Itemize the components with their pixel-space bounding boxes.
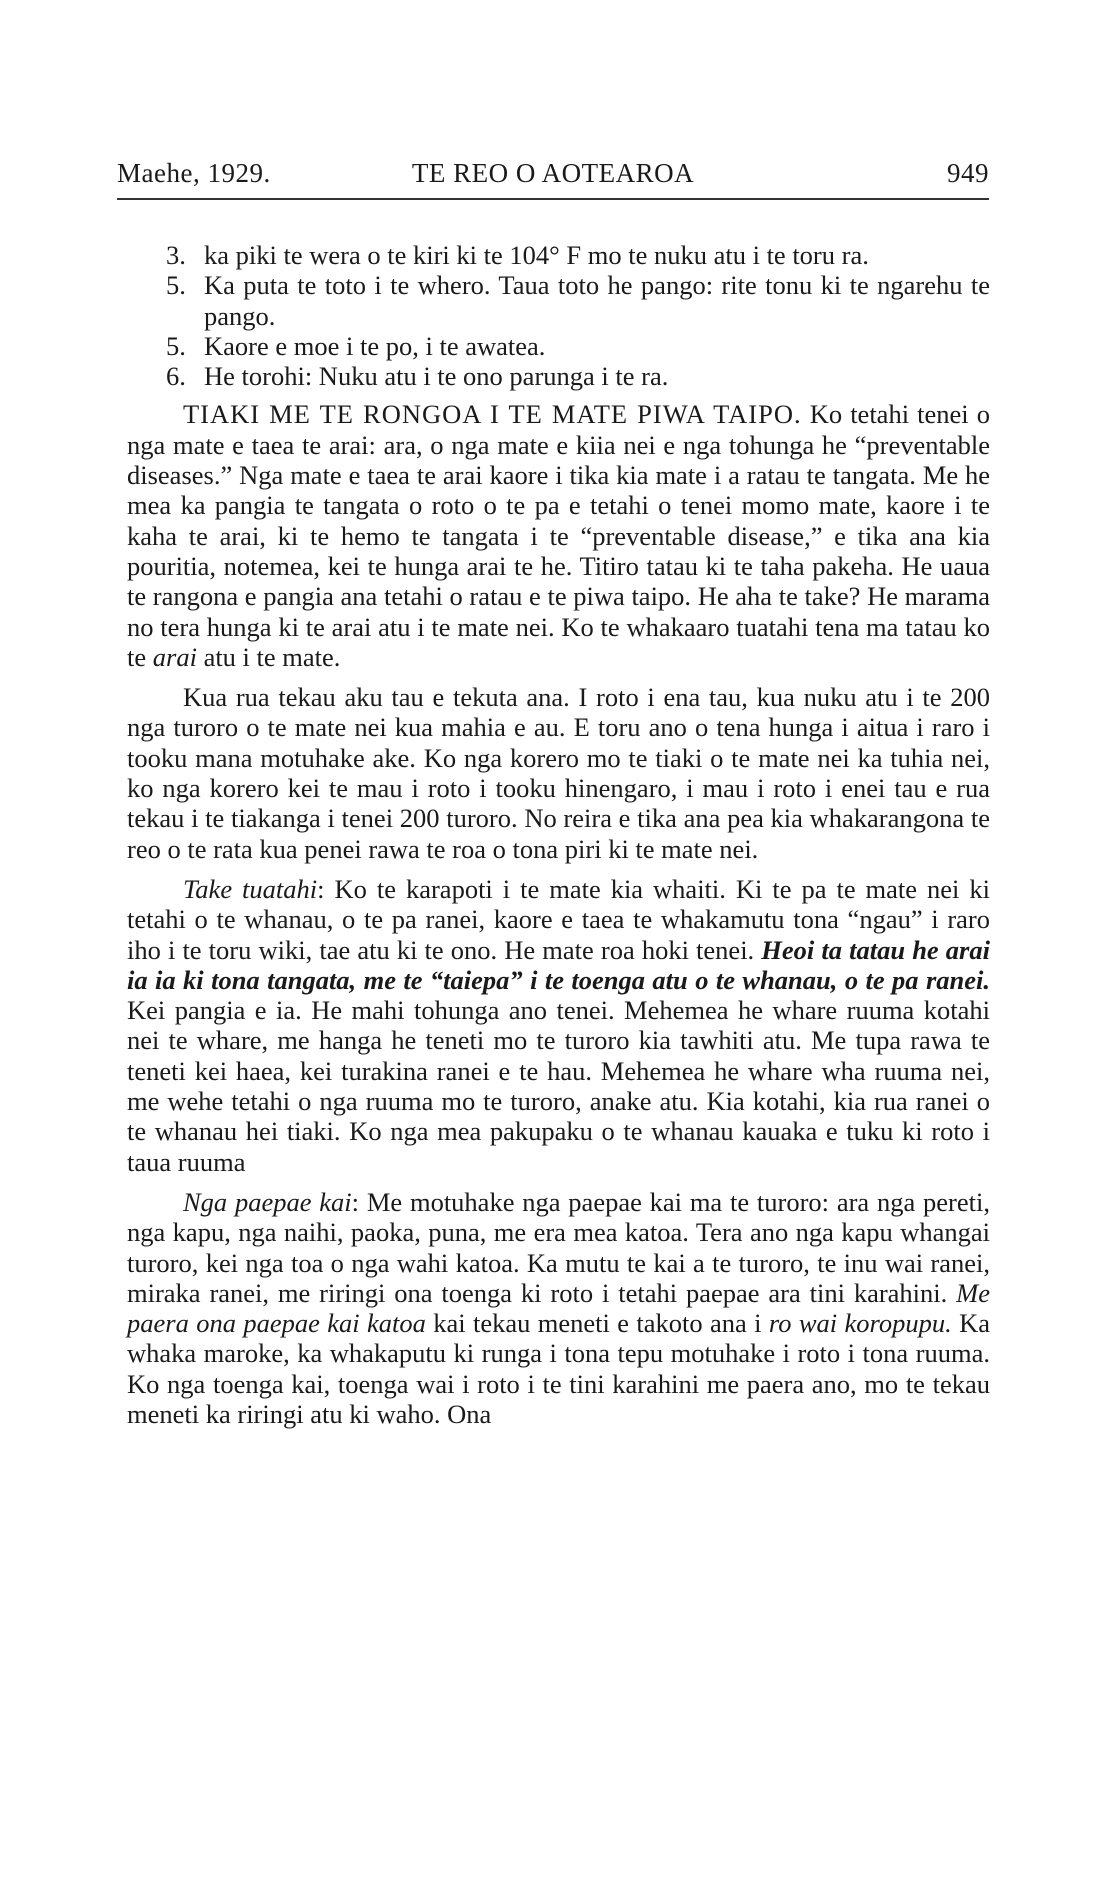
- paragraph-text: : Ko te karapoti i te mate kia whaiti. Ki te pa te mate nei ki tetahi o te whanau, o te pa ranei, kaore e taea te whakamutu tona “ngau” i raro iho i te toru wiki, tae atu ki te ono. He mate roa hoki tenei.: [127, 873, 991, 965]
- paragraph-text-continued: kai tekau meneti e takoto ana i: [425, 1308, 769, 1339]
- paragraph-first-reason: [127, 874, 990, 1177]
- header-rule: [117, 198, 989, 200]
- emphasis-text: arai: [152, 641, 197, 672]
- paragraph-experience: [127, 682, 990, 864]
- paragraph-prevention: [127, 399, 990, 672]
- list-item-text: He torohi: Nuku atu i te ono parunga i te ra.: [204, 361, 669, 392]
- header-date: Maehe, 1929.: [117, 158, 271, 188]
- header-title: TE REO O AOTEAROA: [411, 158, 695, 188]
- symptom-list: [127, 240, 990, 391]
- paragraph-text-end: Ka whaka maroke, ka whakaputu ki runga i tona tepu motuhake i roto i tona ruuma. Ko nga toenga kai, toenga wai i roto i te tini karahini me paera ano, mo te tekau meneti ka riringi atu ki waho. Ona: [127, 1308, 990, 1429]
- list-item: [127, 270, 990, 331]
- list-item-number: 5.: [166, 330, 186, 361]
- list-item-text: Kaore e moe i te po, i te awatea.: [204, 330, 546, 361]
- paragraph-lead: Nga paepae kai: [183, 1186, 352, 1217]
- emphasis-text: ro wai koropupu.: [768, 1308, 952, 1339]
- list-item-number: 3.: [166, 240, 186, 270]
- paragraph-text-end: atu i te mate.: [196, 641, 341, 672]
- list-item-text: Ka puta te toto i te whero. Taua toto he pango: rite tonu ki te ngarehu te pango.: [204, 270, 990, 331]
- paragraph-text: Ko tetahi tenei o nga mate e taea te arai: ara, o nga mate e kiia nei e nga tohunga he “preventable diseases.” Nga mate e taea te arai kaore i tika kia mate i a ratau te tangata. Me he mea ka pangia te tangata o roto o te pa e tetahi o tenei momo mate, kaore i te kaha te arai, ki te hemo te tangata i te “preventable disease,” e tika ana kia pouritia, notemea, kei te hunga arai te he. Titiro tatau ki te taha pakeha. He uaua te rangona e pangia ana tetahi o ratau e te piwa taipo. He aha te take? He marama no tera hunga ki te arai atu i te mate nei. Ko te whakaaro tuatahi tena ma tatau ko te: [127, 399, 990, 672]
- list-item-text: ka piki te wera o te kiri ki te 104° F mo te nuku atu i te toru ra.: [204, 240, 869, 270]
- section-heading: TIAKI ME TE RONGOA I TE MATE PIWA TAIPO.: [183, 399, 802, 430]
- emphasis-text: Me paera ona paepae kai katoa: [127, 1277, 990, 1339]
- list-item: [127, 240, 990, 270]
- bold-italic-emphasis: Heoi ta tatau he arai ia ia ki tona tangata, me te “taiepa” i te toenga atu o te whanau, o te pa ranei.: [127, 934, 990, 995]
- body-text: [127, 240, 990, 1439]
- paragraph-lead: Take tuatahi: [183, 873, 318, 904]
- page-number: 949: [947, 158, 989, 188]
- running-header: [117, 158, 989, 194]
- list-item: [127, 361, 990, 391]
- paragraph-text: : Me motuhake nga paepae kai ma te turoro: ara nga pereti, nga kapu, nga naihi, paoka, puna, me era mea katoa. Tera ano nga kapu whangai turoro, kei nga toa o nga wahi katoa. Ka mutu te kai a te turoro, te inu wai ranei, miraka ranei, me riringi ona toenga ki roto i tetahi paepae ara tini karahini.: [127, 1186, 990, 1308]
- paragraph-text-continued: Kei pangia e ia. He mahi tohunga ano tenei. Mehemea he whare ruuma kotahi nei te whare, me hanga he teneti mo te turoro kia tawhiti atu. Me tupa rawa te teneti kei haea, kei turakina ranei e te hau. Mehemea he whare wha ruuma nei, me wehe tetahi o nga ruuma mo te turoro, anake atu. Kia kotahi, kia rua ranei o te whanau hei tiaki. Ko nga mea pakupaku o te whanau kauaka e tuku ki roto i taua ruuma: [127, 995, 990, 1177]
- list-item-number: 5.: [166, 270, 186, 301]
- list-item-number: 6.: [166, 361, 186, 392]
- paragraph-food-utensils: [127, 1187, 990, 1429]
- list-item: [127, 331, 990, 361]
- paragraph-text: Kua rua tekau aku tau e tekuta ana. I roto i ena tau, kua nuku atu i te 200 nga turoro o te mate nei kua mahia e au. E toru ano o tena hunga i aitua i raro i tooku mana motuhake ake. Ko nga korero mo te tiaki o te mate nei ka tuhia nei, ko nga korero kei te mau i roto i tooku hinengaro, i mau i roto i enei tau e rua tekau i te tiakanga i tenei 200 turoro. No reira e tika ana pea kia whakarangona te reo o te rata kua penei rawa te roa o tona piri ki te mate nei.: [127, 682, 990, 864]
